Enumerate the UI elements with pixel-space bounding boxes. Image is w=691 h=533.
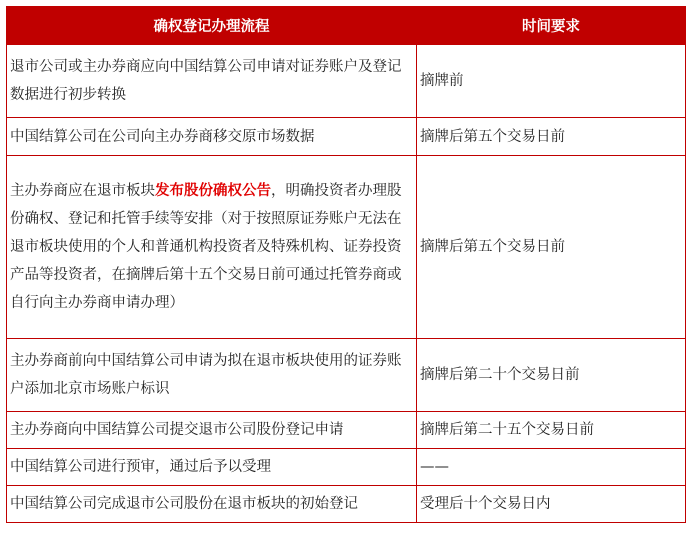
step-cell: 主办券商前向中国结算公司申请为拟在退市板块使用的证券账户添加北京市场账户标识: [7, 339, 417, 412]
step-cell: 中国结算公司进行预审，通过后予以受理: [7, 449, 417, 486]
step-cell: 主办券商向中国结算公司提交退市公司股份登记申请: [7, 412, 417, 449]
process-table: [6, 6, 686, 523]
table-row: [7, 486, 686, 523]
step-cell: 中国结算公司在公司向主办券商移交原市场数据: [7, 118, 417, 156]
table-row: [7, 449, 686, 486]
step-cell: 中国结算公司完成退市公司股份在退市板块的初始登记: [7, 486, 417, 523]
table-row: [7, 45, 686, 118]
step-cell: [7, 156, 417, 339]
table-row: [7, 339, 686, 412]
table-row: [7, 118, 686, 156]
header-time: 时间要求: [417, 7, 686, 45]
time-cell: 摘牌前: [417, 45, 686, 118]
step-text: 主办券商应在退市板块: [10, 183, 155, 199]
table-row: [7, 156, 686, 339]
time-cell: 摘牌后第五个交易日前: [417, 156, 686, 339]
step-cell: 退市公司或主办券商应向中国结算公司申请对证券账户及登记数据进行初步转换: [7, 45, 417, 118]
step-text: ，明确投资者办理股份确权、登记和托管手续等安排（对于按照原证券账户无法在退市板块使用的个人和普通机构投资者及特殊机构、证券投资产品等投资者，在摘牌后第十五个交易日前可通过托管券商或自行向主办券商申请办理）: [10, 183, 402, 311]
highlight-announcement: 发布股份确权公告: [155, 183, 271, 199]
table-row: [7, 412, 686, 449]
time-cell: 摘牌后第五个交易日前: [417, 118, 686, 156]
time-cell: 摘牌后第二十五个交易日前: [417, 412, 686, 449]
header-process: 确权登记办理流程: [7, 7, 417, 45]
time-cell: 受理后十个交易日内: [417, 486, 686, 523]
table-header-row: [7, 7, 686, 45]
time-cell: 摘牌后第二十个交易日前: [417, 339, 686, 412]
time-cell: ——: [417, 449, 686, 486]
